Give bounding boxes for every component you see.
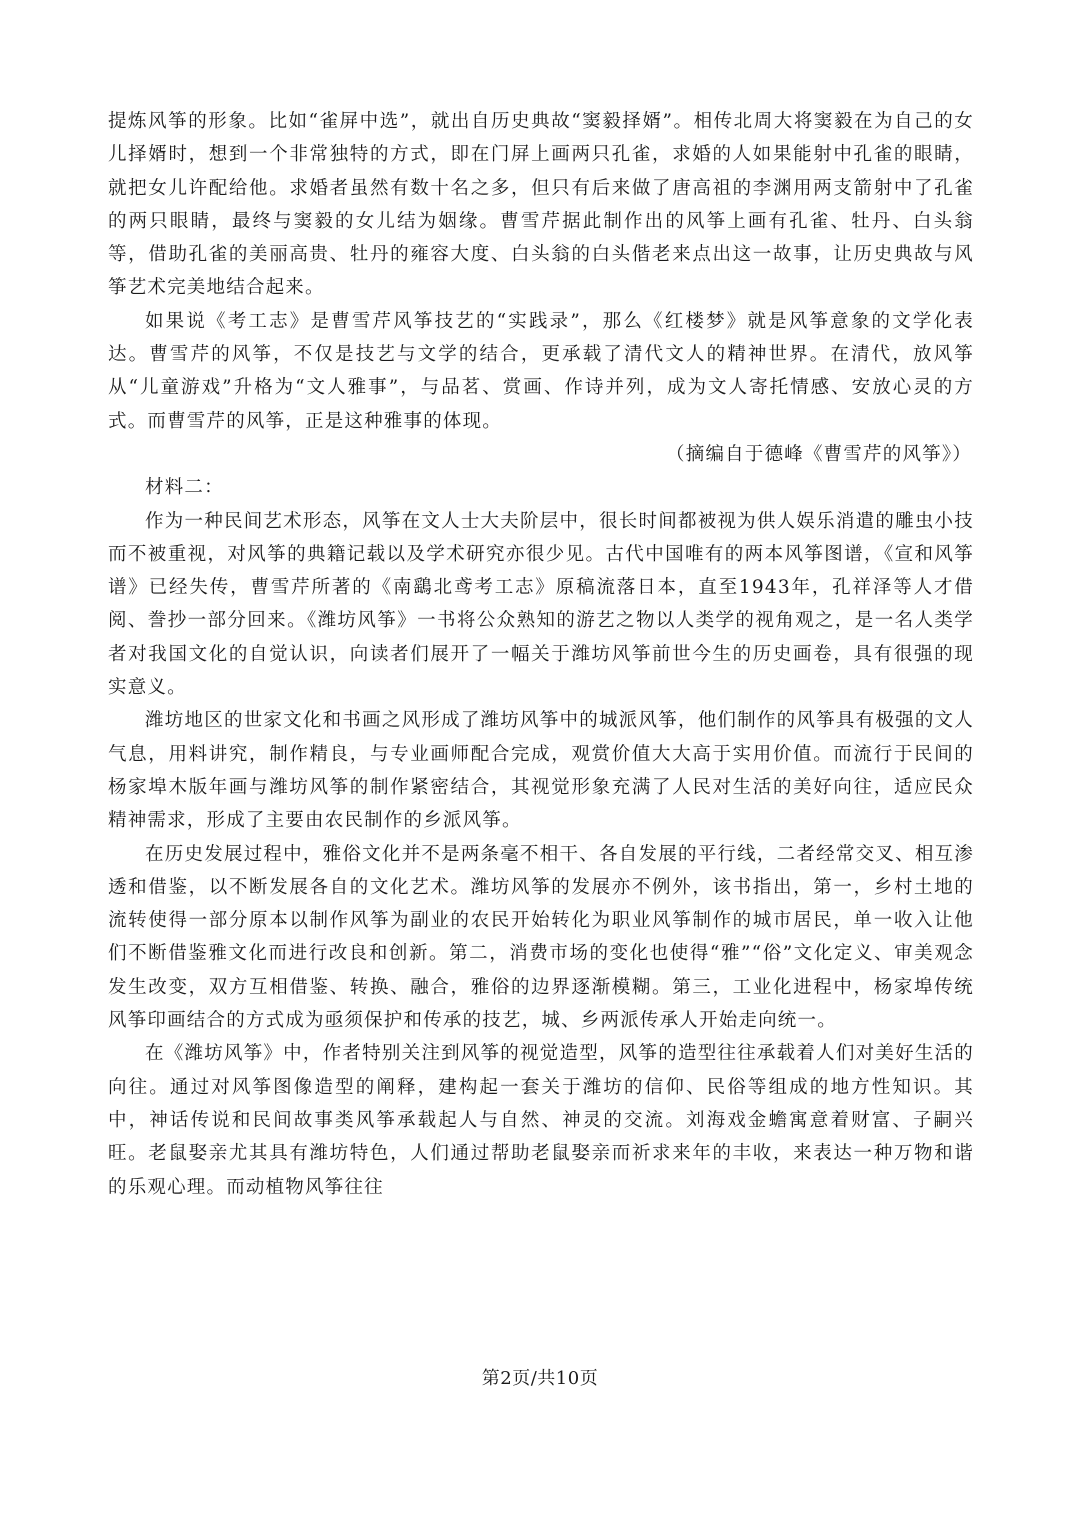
source-citation: （摘编自于德峰《曹雪芹的风筝》） [666, 443, 972, 465]
paragraph-folk-art-form: 作为一种民间艺术形态，风筝在文人士大夫阶层中，很长时间都被视为供人娱乐消遣的雕虫小技而不被重视，对风筝的典籍记载以及学术研究亦很少见。古代中国唯有的两本风筝图谱，《宣和风筝谱》已经失传，曹雪芹所著的《南鷂北鸢考工志》原稿流落日本，直至1943年，孔祥泽等人才借阅、誊抄一部分回来。《潍坊风筝》一书将公众熟知的游艺之物以人类学的视角观之，是一名人类学者对我国文化的自觉认识，向读者们展开了一幅关于潍坊风筝前世今生的历史画卷，具有很强的现实意义。 [108, 510, 974, 699]
document-body [108, 105, 974, 1204]
paragraph-city-village-schools: 潍坊地区的世家文化和书画之风形成了潍坊风筝中的城派风筝，他们制作的风筝具有极强的文人气息，用料讲究，制作精良，与专业画师配合完成，观赏价值大大高于实用价值。而流行于民间的杨家埠木版年画与潍坊风筝的制作紧密结合，其视觉形象充满了人民对生活的美好向往，适应民众精神需求，形成了主要由农民制作的乡派风筝。 [108, 710, 974, 832]
page-number-footer: 第2页/共10页 [481, 1368, 599, 1389]
paragraph-kaogongzhi-honglou: 如果说《考工志》是曹雪芹风筝技艺的“实践录”，那么《红楼梦》就是风筝意象的文学化表达。曹雪芹的风筝，不仅是技艺与文学的结合，更承载了清代文人的精神世界。在清代，放风筝从“儿童游戏”升格为“文人雅事”，与品茗、赏画、作诗并列，成为文人寄托情感、安放心灵的方式。而曹雪芹的风筝，正是这种雅事的体现。 [108, 310, 974, 432]
paragraph-elegant-popular-culture: 在历史发展过程中，雅俗文化并不是两条毫不相干、各自发展的平行线，二者经常交叉、相互渗透和借鉴，以不断发展各自的文化艺术。潍坊风筝的发展亦不例外，该书指出，第一，乡村土地的流转使得一部分原本以制作风筝为副业的农民开始转化为职业风筝制作的城市居民，单一收入让他们不断借鉴雅文化而进行改良和创新。第二，消费市场的变化也使得“雅”“俗”文化定义、审美观念发生改变，双方互相借鉴、转换、融合，雅俗的边界逐渐模糊。第三，工业化进程中，杨家埠传统风筝印画结合的方式成为亟须保护和传承的技艺，城、乡两派传承人开始走向统一。 [108, 843, 974, 1032]
paragraph-kite-peacock-story: 提炼风筝的形象。比如“雀屏中选”，就出自历史典故“窦毅择婿”。相传北周大将窦毅在为自己的女儿择婿时，想到一个非常独特的方式，即在门屏上画两只孔雀，求婚的人如果能射中孔雀的眼睛，就把女儿许配给他。求婚者虽然有数十名之多，但只有后来做了唐高祖的李渊用两支箭射中了孔雀的两只眼睛，最终与窦毅的女儿结为姻缘。曹雪芹据此制作出的风筝上画有孔雀、牡丹、白头翁等，借助孔雀的美丽高贵、牡丹的雍容大度、白头翁的白头偕老来点出这一故事，让历史典故与风筝艺术完美地结合起来。 [108, 111, 974, 299]
paragraph-visual-modeling: 在《潍坊风筝》中，作者特别关注到风筝的视觉造型，风筝的造型往往承载着人们对美好生活的向往。通过对风筝图像造型的阐释，建构起一套关于潍坊的信仰、民俗等组成的地方性知识。其中，神话传说和民间故事类风筝承载起人与自然、神灵的交流。刘海戏金蟾寓意着财富、子嗣兴旺。老鼠娶亲尤其具有潍坊特色，人们通过帮助老鼠娶亲而祈求来年的丰收，来表达一种万物和谐的乐观心理。而动植物风筝往往 [108, 1043, 974, 1198]
section-heading-material-two: 材料二： [145, 477, 224, 499]
